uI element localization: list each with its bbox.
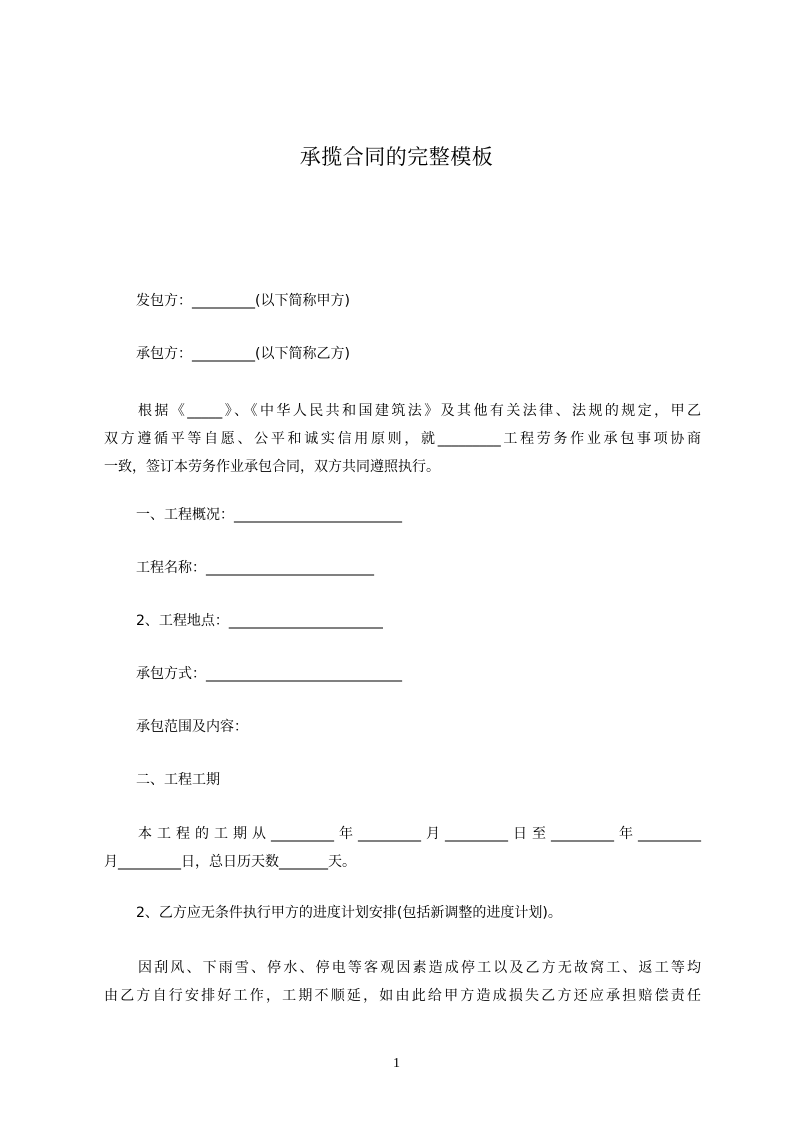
delay-line-2: 由乙方自行安排好工作，工期不顺延，如由此给甲方造成损失乙方还应承担赔偿责任 <box>104 988 701 1004</box>
employer-line: 发包方：_________(以下简称甲方) <box>136 293 350 309</box>
intro-paragraph <box>104 397 701 481</box>
contract-method-line: 承包方式：____________________________ <box>136 666 402 682</box>
section-project-period: 二、工程工期 <box>136 772 220 788</box>
project-name-line: 工程名称：________________________ <box>136 560 374 576</box>
period-line-2: 月_________日，总日历天数_______天。 <box>104 854 356 870</box>
period-line-1: 本工程的工期从_________年_________月_________日至_________年_________ <box>138 826 701 842</box>
period-paragraph <box>104 820 701 876</box>
delay-paragraph <box>104 954 701 1010</box>
contractor-line: 承包方：_________(以下简称乙方) <box>136 346 350 362</box>
schedule-line: 2、乙方应无条件执行甲方的进度计划安排(包括新调整的进度计划)。 <box>136 905 562 921</box>
delay-line-1: 因刮风、下雨雪、停水、停电等客观因素造成停工以及乙方无故窝工、返工等均 <box>138 960 701 976</box>
page-number: 1 <box>393 1056 400 1071</box>
intro-line-3: 一致，签订本劳务作业承包合同，双方共同遵照执行。 <box>104 459 440 475</box>
section-project-overview: 一、工程概况：________________________ <box>136 507 402 523</box>
intro-line-2: 双方遵循平等自愿、公平和诚实信用原则，就_________工程劳务作业承包事项协商 <box>104 431 701 447</box>
project-location-line: 2、工程地点：______________________ <box>136 613 383 629</box>
contract-scope-line: 承包范围及内容： <box>136 719 248 735</box>
intro-line-1: 根据《_____》、《中华人民共和国建筑法》及其他有关法律、法规的规定，甲乙 <box>138 403 701 419</box>
document-title: 承揽合同的完整模板 <box>299 145 494 169</box>
